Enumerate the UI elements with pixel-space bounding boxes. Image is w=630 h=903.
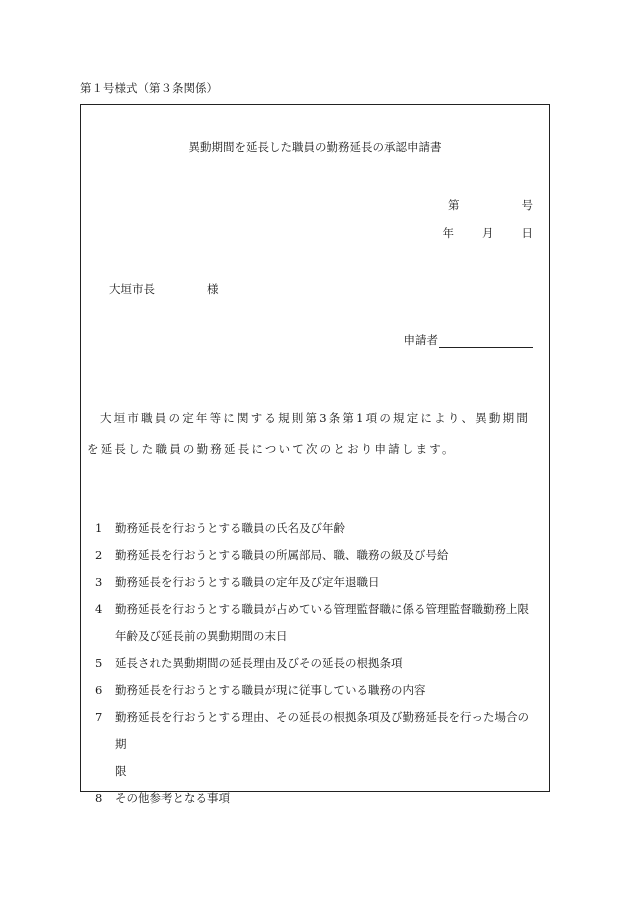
list-item: [95, 596, 539, 650]
item-text: 延長された異動期間の延長理由及びその延長の根拠条項: [115, 656, 403, 670]
applicant-signature-line[interactable]: [439, 335, 533, 348]
list-item: [95, 515, 539, 542]
item-list: [95, 515, 539, 812]
item-text: 勤務延長を行おうとする職員の所属部局、職、職務の級及び号給: [115, 548, 449, 562]
applicant-label: 申請者: [403, 333, 438, 347]
date-day: 日: [521, 226, 533, 240]
request-statement: 大垣市職員の定年等に関する規則第3条第1項の規定により、異動期間を延長した職員の勤務延長について次のとおり申請します。: [87, 411, 531, 456]
item-number: 8: [95, 791, 103, 805]
item-text: 勤務延長を行おうとする職員が現に従事している職務の内容: [115, 683, 426, 697]
item-number: 3: [95, 575, 103, 589]
application-form-frame: [80, 104, 550, 805]
date-month: 月: [482, 226, 494, 240]
item-number: 7: [95, 710, 103, 724]
item-text: 勤務延長を行おうとする職員が占めている管理監督職に係る管理監督職勤務上限: [115, 602, 529, 616]
item-text-continued: 限: [115, 764, 127, 778]
item-text: 勤務延長を行おうとする職員の定年及び定年退職日: [115, 575, 380, 589]
item-number: 5: [95, 656, 103, 670]
item-number: 2: [95, 548, 103, 562]
date-year: 年: [442, 226, 454, 240]
item-number: 4: [95, 602, 103, 616]
item-text: 勤務延長を行おうとする理由、その延長の根拠条項及び勤務延長を行った場合の期: [115, 710, 529, 751]
list-item: [95, 650, 539, 677]
item-number: 1: [95, 521, 103, 535]
date-row: [443, 225, 534, 241]
list-item: [95, 542, 539, 569]
item-text: 勤務延長を行おうとする職員の氏名及び年齢: [115, 521, 345, 535]
item-number: 6: [95, 683, 103, 697]
document-number-row: [448, 197, 533, 213]
form-title: 異動期間を延長した職員の勤務延長の承認申請書: [188, 140, 442, 154]
list-item: [95, 785, 539, 812]
form-number-label: 第１号様式（第３条関係）: [80, 81, 218, 95]
addressee: [109, 281, 219, 297]
list-item: [95, 677, 539, 704]
applicant-field: [404, 332, 534, 348]
list-item: [95, 569, 539, 596]
number-prefix: 第: [448, 198, 460, 212]
item-text-continued: 年齢及び延長前の異動期間の末日: [115, 629, 288, 643]
list-item: [95, 704, 539, 785]
item-text: その他参考となる事項: [115, 791, 230, 805]
addressee-name: 大垣市長: [109, 282, 155, 296]
addressee-honorific: 様: [207, 282, 219, 296]
number-suffix: 号: [521, 198, 533, 212]
